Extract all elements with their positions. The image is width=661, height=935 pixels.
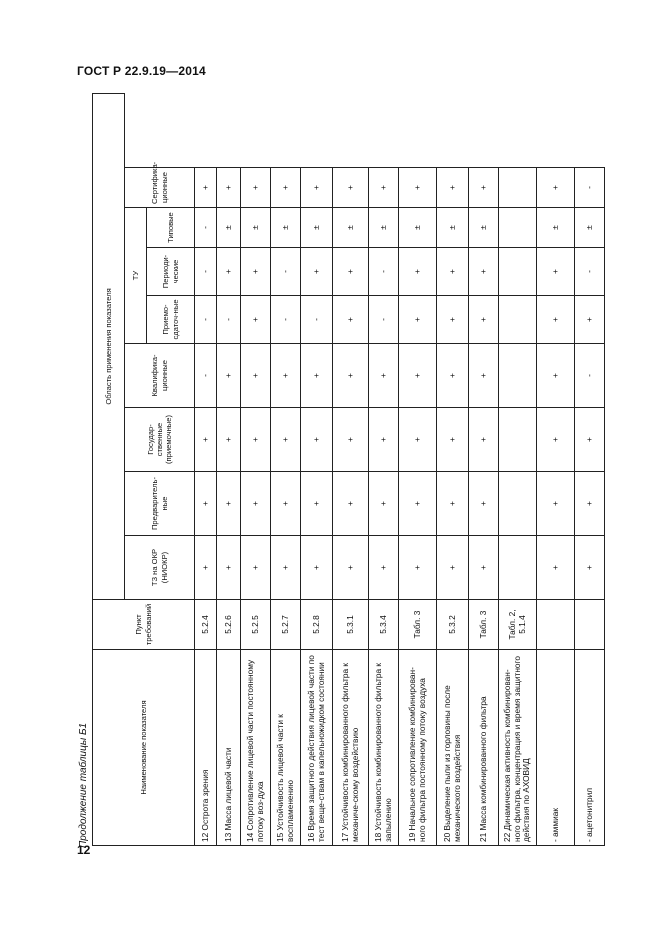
document-header: ГОСТ Р 22.9.19—2014 xyxy=(77,64,206,78)
cell-applicability xyxy=(499,248,537,296)
cell-applicability: + xyxy=(241,536,271,600)
cell-requirement-point: 5.2.8 xyxy=(301,600,333,650)
cell-applicability: ± xyxy=(437,208,469,248)
header-prelim: Предваритель-ные xyxy=(125,472,195,536)
cell-requirement-point xyxy=(537,600,575,650)
cell-applicability: ± xyxy=(537,208,575,248)
cell-requirement-point: Табл. 3 xyxy=(469,600,499,650)
cell-applicability: + xyxy=(333,536,369,600)
cell-applicability: + xyxy=(575,472,605,536)
cell-applicability: + xyxy=(271,472,301,536)
cell-applicability: + xyxy=(537,536,575,600)
table-row xyxy=(575,93,605,845)
table-continuation-caption: Продолжение таблицы Б1 xyxy=(78,722,89,848)
cell-applicability: - xyxy=(575,344,605,408)
cell-applicability: + xyxy=(333,168,369,208)
cell-applicability: + xyxy=(537,408,575,472)
cell-applicability: + xyxy=(217,168,241,208)
cell-indicator-name: 20 Выделение пыли из горловины после механического воздействия xyxy=(437,650,469,846)
cell-applicability: ± xyxy=(333,208,369,248)
cell-indicator-name: 16 Время защитного действия лицевой части по тест веще-ствам в капельножидком состоянии xyxy=(301,650,333,846)
cell-requirement-point: 5.2.7 xyxy=(271,600,301,650)
cell-applicability: + xyxy=(271,536,301,600)
table-row xyxy=(241,93,271,845)
cell-applicability: + xyxy=(369,344,399,408)
cell-applicability xyxy=(499,344,537,408)
cell-applicability: + xyxy=(399,408,437,472)
cell-applicability: + xyxy=(217,248,241,296)
cell-applicability: + xyxy=(217,536,241,600)
cell-requirement-point: 5.2.5 xyxy=(241,600,271,650)
cell-applicability: + xyxy=(333,344,369,408)
header-tz: ТЗ на ОКР (НИОКР) xyxy=(125,536,195,600)
cell-applicability xyxy=(499,296,537,344)
cell-applicability: + xyxy=(437,472,469,536)
cell-applicability: + xyxy=(369,472,399,536)
cell-applicability: + xyxy=(537,168,575,208)
cell-applicability: - xyxy=(217,296,241,344)
cell-applicability: ± xyxy=(217,208,241,248)
cell-indicator-name: 22 Динамическая активность комбинирован-ного фильтра, концентрация и время защитного действия по АХОВИД xyxy=(499,650,537,846)
header-qual: Квалифика-ционные xyxy=(125,344,195,408)
cell-applicability: ± xyxy=(575,208,605,248)
cell-applicability: + xyxy=(469,472,499,536)
cell-applicability: + xyxy=(241,344,271,408)
cell-requirement-point: 5.2.4 xyxy=(195,600,217,650)
cell-applicability: + xyxy=(399,168,437,208)
cell-applicability: - xyxy=(195,248,217,296)
cell-applicability: + xyxy=(399,536,437,600)
cell-applicability: + xyxy=(241,168,271,208)
cell-applicability: ± xyxy=(301,208,333,248)
cell-applicability: + xyxy=(575,536,605,600)
cell-applicability: + xyxy=(437,344,469,408)
table-row xyxy=(195,93,217,845)
cell-applicability: + xyxy=(333,296,369,344)
table-row xyxy=(499,93,537,845)
cell-applicability: + xyxy=(469,408,499,472)
header-state: Государ-ственные (приемочные) xyxy=(125,408,195,472)
cell-indicator-name: 19 Начальное сопротивление комбинирован-ного фильтра постоянному потоку воздуха xyxy=(399,650,437,846)
cell-applicability: + xyxy=(399,472,437,536)
header-name: Наименование показателя xyxy=(93,650,195,846)
table-row xyxy=(301,93,333,845)
cell-applicability: - xyxy=(195,296,217,344)
cell-requirement-point: 5.2.6 xyxy=(217,600,241,650)
cell-applicability: + xyxy=(399,344,437,408)
cell-applicability: + xyxy=(271,408,301,472)
indicator-table xyxy=(92,93,605,846)
cell-requirement-point: 5.3.2 xyxy=(437,600,469,650)
table-row xyxy=(333,93,369,845)
cell-requirement-point xyxy=(575,600,605,650)
header-area: Область применения показателя xyxy=(93,93,125,599)
cell-applicability: - xyxy=(575,168,605,208)
cell-applicability: - xyxy=(369,248,399,296)
header-periodic: Периоди-ческие xyxy=(147,248,195,296)
cell-applicability: + xyxy=(437,248,469,296)
cell-applicability: - xyxy=(369,296,399,344)
cell-applicability: + xyxy=(469,536,499,600)
cell-indicator-name: 17 Устойчивость комбинированного фильтра к механиче-скому воздействию xyxy=(333,650,369,846)
cell-applicability: + xyxy=(241,248,271,296)
cell-applicability: + xyxy=(369,168,399,208)
cell-indicator-name: - аммиак xyxy=(537,650,575,846)
cell-applicability: + xyxy=(437,296,469,344)
cell-applicability: + xyxy=(469,168,499,208)
cell-applicability: + xyxy=(537,248,575,296)
cell-indicator-name: 15 Устойчивость лицевой части к воспламенению xyxy=(271,650,301,846)
cell-applicability xyxy=(499,408,537,472)
table-row xyxy=(369,93,399,845)
header-tu: ТУ xyxy=(125,208,147,344)
table-row xyxy=(437,93,469,845)
cell-applicability: + xyxy=(217,472,241,536)
cell-applicability: + xyxy=(195,472,217,536)
table-row xyxy=(217,93,241,845)
cell-applicability: + xyxy=(333,408,369,472)
cell-applicability: - xyxy=(195,344,217,408)
cell-applicability: + xyxy=(301,536,333,600)
cell-applicability: - xyxy=(271,296,301,344)
cell-applicability: + xyxy=(333,472,369,536)
cell-applicability: + xyxy=(241,296,271,344)
cell-applicability: + xyxy=(469,248,499,296)
cell-requirement-point: 5.3.1 xyxy=(333,600,369,650)
cell-requirement-point: Табл. 3 xyxy=(399,600,437,650)
cell-applicability: + xyxy=(469,344,499,408)
header-type: Типовые xyxy=(147,208,195,248)
cell-applicability: - xyxy=(575,248,605,296)
cell-applicability: + xyxy=(537,344,575,408)
cell-applicability: + xyxy=(195,536,217,600)
cell-applicability: + xyxy=(369,408,399,472)
cell-applicability: + xyxy=(333,248,369,296)
cell-applicability: + xyxy=(437,168,469,208)
table-row xyxy=(399,93,437,845)
cell-applicability: + xyxy=(301,408,333,472)
cell-applicability xyxy=(499,536,537,600)
header-accept: Приемо-сдаточ-ные xyxy=(147,296,195,344)
cell-indicator-name: 21 Масса комбинированного фильтра xyxy=(469,650,499,846)
cell-applicability: + xyxy=(195,408,217,472)
rotated-table-container xyxy=(92,94,595,846)
cell-applicability xyxy=(499,208,537,248)
cell-applicability: + xyxy=(217,408,241,472)
table-row xyxy=(271,93,301,845)
cell-applicability: + xyxy=(469,296,499,344)
cell-applicability: + xyxy=(301,344,333,408)
cell-applicability: + xyxy=(217,344,241,408)
cell-indicator-name: 18 Устойчивость комбинированного фильтра к запылению xyxy=(369,650,399,846)
cell-requirement-point: 5.3.4 xyxy=(369,600,399,650)
cell-applicability: + xyxy=(301,472,333,536)
cell-applicability: + xyxy=(575,408,605,472)
cell-applicability: + xyxy=(437,536,469,600)
table-row xyxy=(469,93,499,845)
table-row xyxy=(537,93,575,845)
cell-applicability: ± xyxy=(271,208,301,248)
cell-applicability: - xyxy=(195,208,217,248)
cell-applicability: - xyxy=(271,248,301,296)
cell-applicability: + xyxy=(399,296,437,344)
cell-applicability: + xyxy=(241,472,271,536)
cell-requirement-point: Табл. 2, 5.1.4 xyxy=(499,600,537,650)
cell-applicability: + xyxy=(301,248,333,296)
cell-applicability: + xyxy=(575,296,605,344)
cell-applicability xyxy=(499,168,537,208)
cell-applicability: + xyxy=(271,168,301,208)
cell-applicability: + xyxy=(241,408,271,472)
cell-applicability: + xyxy=(369,536,399,600)
cell-applicability: + xyxy=(271,344,301,408)
page-number: 12 xyxy=(77,843,91,857)
cell-indicator-name: 14 Сопротивление лицевой части постоянному потоку воз-духа xyxy=(241,650,271,846)
header-point: Пункт требований xyxy=(93,600,195,650)
cell-applicability: ± xyxy=(241,208,271,248)
cell-applicability: + xyxy=(301,168,333,208)
header-cert: Сертифика-ционные xyxy=(125,168,195,208)
cell-applicability: ± xyxy=(469,208,499,248)
cell-applicability: ± xyxy=(369,208,399,248)
cell-applicability: + xyxy=(537,296,575,344)
cell-applicability xyxy=(499,472,537,536)
cell-applicability: - xyxy=(301,296,333,344)
cell-applicability: + xyxy=(537,472,575,536)
cell-applicability: + xyxy=(437,408,469,472)
cell-indicator-name: 13 Масса лицевой части xyxy=(217,650,241,846)
cell-applicability: ± xyxy=(399,208,437,248)
cell-indicator-name: - ацетонитрил xyxy=(575,650,605,846)
cell-indicator-name: 12 Острота зрения xyxy=(195,650,217,846)
cell-applicability: + xyxy=(195,168,217,208)
cell-applicability: + xyxy=(399,248,437,296)
